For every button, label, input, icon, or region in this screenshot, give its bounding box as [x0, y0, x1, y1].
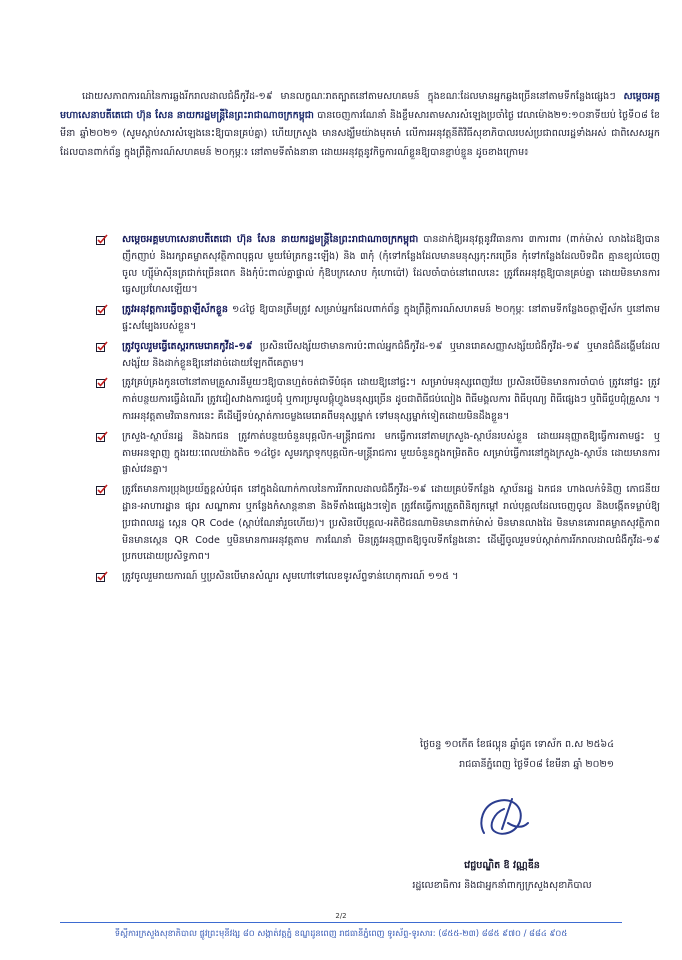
- list-item: [96, 302, 660, 336]
- intro-text-part2: បានចេញការណែនាំ និងខ្លឹមសារតាមសារសំឡេងប្រចាំថ្ងៃ វេលាម៉ោង២១:១០នាទីយប់ ថ្ងៃទី០៨ ខែមីនា ឆ្នាំ២០២១ (សូមស្តាប់សារសំឡេងនេះឱ្យបានគ្រប់គ្នា) ហើយក្រសួង មានសង្ឃឹមយ៉ាងមុតមាំ លើការអនុវត្តនីតិវិធីសុខាភិបាលរបស់ប្រជាពលរដ្ឋទាំងអស់ ជាពិសេសអ្នកដែលបានពាក់ព័ន្ធ ក្នុងព្រឹត្តិការណ៍សហគមន៍ ២០កុម្ភៈ៖ នៅតាមទីតាំងនានា ដោយអនុវត្តនូវកិច្ចការណ៍ខ្លួនឱ្យបានខ្ជាប់ខ្ជួន ដូចខាងក្រោម៖: [60, 109, 660, 158]
- bullet-text: ប្រសិនបើសង្ស័យថាមានការប៉ះពាល់អ្នកជំងឺកូវីដ-១៩ ឬមានរោគសញ្ញាសង្ស័យជំងឺកូវីដ-១៩ ឬមានជំងឺដង្ហើមដែលសង្ស័យ និងដាក់ខ្លួនឱ្យនៅដាច់ដោយឡែកពីគេភ្លាម។: [122, 340, 660, 369]
- date-lunar: ថ្ងៃចន្ទ ១០កើត ខែផល្គុន ឆ្នាំជូត ទោស័ក ព.ស ២៥៦៤: [420, 739, 614, 750]
- check-box-icon: [96, 431, 108, 443]
- check-box-icon: [96, 484, 108, 496]
- intro-paragraph: [60, 88, 660, 162]
- date-solar: រាជធានីភ្នំពេញ ថ្ងៃទី០៨ ខែមីនា ឆ្នាំ ២០២១: [459, 759, 614, 770]
- intro-text-part1: ដោយសភាពការណ៍នៃការឆ្លងរីករាលដាលជំងឺកូវីដ-១៩ មានលក្ខណៈរាតត្បាតនៅតាមសហគមន៍ ក្នុងខណៈដែលមានអ្នកឆ្លងច្រើននៅតាមទីកន្លែងផ្សេងៗ: [82, 91, 616, 102]
- signer-name: វេជ្ជបណ្ឌិត ឱ វណ្ណឌីន: [464, 860, 540, 871]
- check-box-icon: [96, 234, 108, 246]
- list-item: [96, 232, 660, 299]
- list-item: [96, 375, 660, 425]
- list-item: [96, 429, 660, 479]
- footer-divider: [60, 922, 622, 923]
- check-box-icon: [96, 571, 108, 583]
- list-item: [96, 339, 660, 373]
- bullet-text: ត្រូវតែមានការប្រុងប្រយ័ត្នខ្ពស់បំផុត នៅក្នុងដំណាក់កាលនៃការរីករាលដាលជំងឺកូវីដ-១៩ ដោយគ្រប់ទីកន្លែង ស្ថាប័នរដ្ឋ ឯកជន ហាងលក់ទំនិញ ភោជនីយដ្ឋាន-អាហារដ្ឋាន ផ្សារ សណ្ឋាគារ ឬកន្លែងកំសាន្តនានា និងទីតាំងផ្សេងៗទៀត ត្រូវតែធ្វើការត្រួតពិនិត្យកម្តៅ រាល់បុគ្គលដែលចេញចូល និងបង្កើតទម្លាប់ឱ្យប្រជាពលរដ្ឋ ស្កេន QR Code (ស្តាប់ណែនាំរួចហើយ)។ ប្រសិនបើបុគ្គល-អតិថិជនណាមិនមានពាក់ម៉ាស់ មិនមានលាងដៃ មិនមានគោរពគម្លាតសុវត្ថិភាព មិនមានស្កេន QR Code ឬមិនមានការអនុវត្តតាម ការណែនាំ មិនត្រូវអនុញ្ញាតឱ្យចូលទីកន្លែងនោះ ដើម្បីចូលរួមទប់ស្កាត់ការរីករាលដាលជំងឺកូវីដ-១៩ ប្រកបដោយប្រសិទ្ធភាព។: [122, 484, 660, 563]
- footer-address: ទីស្តីការក្រសួងសុខាភិបាល ផ្លូវព្រះមុនីវង្ស ៨០ សង្កាត់វត្តភ្នំ ខណ្ឌដូនពេញ រាជធានីភ្នំពេញ ទូរស័ព្ទ-ទូរសារ: (៨៥៥-២៣) ៨៨៥ ៩៧០ / ៨៨៤ ៩០៥: [114, 928, 568, 938]
- check-box-icon: [96, 341, 108, 353]
- pm-title: សម្តេចអគ្គមហាសេនាបតីតេជោ ហ៊ុន សែន នាយករដ្ឋមន្ត្រីនៃព្រះរាជាណាចក្រកម្ពុជា: [60, 91, 660, 121]
- page-number: 2/2: [335, 912, 347, 920]
- bullet-lead: ត្រូវចូលរួមធ្វើតេស្តរកមេរោគកូវីដ-១៩: [122, 340, 253, 352]
- list-item: [96, 482, 660, 566]
- bullet-text: ក្រសួង-ស្ថាប័នរដ្ឋ និងឯកជន ត្រូវកាត់បន្ថយចំនួនបុគ្គលិក-មន្ត្រីរាជការ មកធ្វើការនៅតាមក្រសួង-ស្ថាប័នរបស់ខ្លួន ដោយអនុញ្ញាតឱ្យធ្វើការតាមផ្ទះ ឬតាមអនឡាញ ក្នុងរយៈពេលយ៉ាងតិច ១៤ថ្ងៃ៖ សូមរក្សាទុកបុគ្គលិក-មន្ត្រីរាជការ មួយចំនួនក្នុងកម្រិតតិច សម្រាប់ធ្វើការនៅក្នុងក្រសួង-ស្ថាប័ន ដោយមានការផ្លាស់វេនគ្នា។: [122, 430, 660, 476]
- list-item: [96, 569, 660, 586]
- bullet-lead: ត្រូវអនុវត្តការធ្វើចត្តាឡីស័កខ្លួន: [122, 304, 228, 316]
- signer-block: [372, 856, 632, 896]
- bullet-lead: សម្តេចអគ្គមហាសេនាបតីតេជោ ហ៊ុន សែន នាយករដ្ឋមន្ត្រីនៃព្រះរាជាណាចក្រកម្ពុជា: [122, 234, 419, 245]
- signature-mark: [472, 793, 532, 843]
- date-block: [420, 735, 614, 775]
- signer-title: រដ្ឋលេខាធិការ និងជាអ្នកនាំពាក្យក្រសួងសុខាភិបាល: [412, 880, 592, 891]
- bullet-text: ត្រូវចូលរួមរាយការណ៍ ឬប្រសិនបើមានសំណួរ សូមហៅទៅលេខទូរស័ព្ទទាន់ហេតុការណ៍ ១១៥ ។: [122, 571, 459, 583]
- bullet-text: បានដាក់ឱ្យអនុវត្តនូវវិធានការ ៣ការពារ (ពាក់ម៉ាស់ លាងដៃឱ្យបានញឹកញាប់ និងរក្សាគម្លាតសុវត្ថិភាពបុគ្គល មួយម៉ែត្រកន្លះឡើង) និង ៣កុំ (កុំទៅកន្លែងដែលមានមនុស្សកុះករច្រើន កុំទៅកន្លែងដែលបិទជិត គ្មានខ្យល់ចេញចូល ហ្ស៊ីម៉ាស៊ីនត្រជាក់ច្រើនពេក និងកុំប៉ះពាល់គ្នាផ្ទាល់ កុំឱបក្រសោប កុំហោប៉ៅ) ដែលចាំបាច់នៅពេលនេះ ត្រូវតែអនុវត្តឱ្យបានគ្រប់គ្នា ដោយមិនមានការធ្វេសប្រហែសឡើយ។: [122, 234, 660, 296]
- check-box-icon: [96, 377, 108, 389]
- bullet-text: ១៤ថ្ងៃ ឱ្យបានត្រឹមត្រូវ សម្រាប់អ្នកដែលពាក់ព័ន្ធ ក្នុងព្រឹត្តិការណ៍សហគមន៍ ២០កុម្ភៈ នៅតាមទីកន្លែងចត្តាឡីស័ក ឬនៅតាមផ្ទះសម្បែងរបស់ខ្លួន។: [122, 304, 660, 332]
- bullet-text: ត្រូវគ្រប់គ្រងកូនចៅនៅតាមគ្រួសារនីមួយៗឱ្យបានហ្មត់ចត់ជាទីបំផុត ដោយឱ្យនៅផ្ទះ។ សម្រាប់មនុស្សពេញវ័យ ប្រសិនបើមិនមានការចាំបាច់ ត្រូវនៅផ្ទះ ត្រូវកាត់បន្ថយការធ្វើដំណើរ ត្រូវជៀសវាងការជួបជុំ ឬការប្រមូលផ្តុំហ្វូងមនុស្សច្រើន ដូចជាពិធីជប់លៀង ពិធីមង្គលការ ពិធីបុណ្យ ពិធីផ្សេងៗ ឬពិធីជួបជុំគ្រួសារ ។ ការអនុវត្តតាមវិធានការនេះ គឺដើម្បីទប់ស្កាត់ការចម្លងមេរោគពីមនុស្សម្នាក់ ទៅមនុស្សម្នាក់ទៀតដោយមិនដឹងខ្លួន។: [122, 377, 660, 422]
- measures-list: [96, 232, 660, 589]
- check-box-icon: [96, 304, 108, 316]
